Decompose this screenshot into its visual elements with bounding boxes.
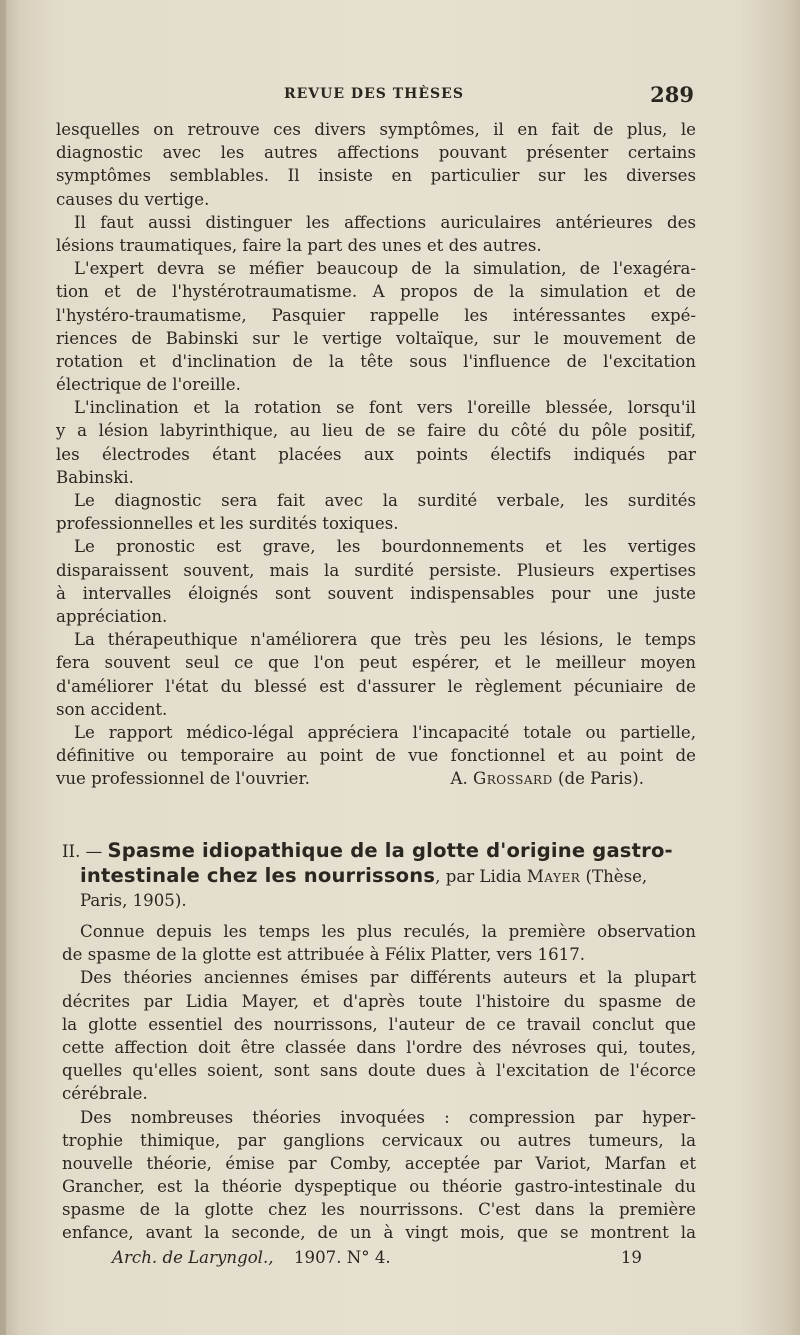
text-line: Le rapport médico-légal appréciera l'incapacité totale ou partielle,: [74, 722, 696, 742]
footer-year-issue: 1907. N° 4.: [294, 1248, 391, 1267]
paragraph: [56, 628, 696, 721]
text-line: La thérapeuthique n'améliorera que très peu les lésions, le temps: [74, 630, 696, 650]
section-place-date: Paris, 1905).: [80, 891, 187, 910]
text-line: rotation et d'inclination de la tête sous l'influence de l'excitation: [56, 351, 696, 371]
text-line: Le pronostic est grave, les bourdonnements et les vertiges: [74, 537, 696, 557]
text-line: nouvelle théorie, émise par Comby, acceptée par Variot, Marfan et: [62, 1153, 696, 1173]
text-line: de spasme de la glotte est attribuée à Félix Platter, vers 1617.: [62, 945, 586, 965]
paragraph: [62, 966, 696, 1105]
text-line: professionnelles et les surdités toxiques.: [56, 514, 399, 534]
paragraph: [56, 535, 696, 628]
text-line: tion et de l'hystérotraumatisme. A propos de la simulation et de: [56, 282, 696, 302]
text-line: diagnostic avec les autres affections pouvant présenter certains: [56, 143, 696, 163]
text-line: définitive ou temporaire au point de vue fonctionnel et au point de: [56, 746, 696, 766]
review-body: [62, 920, 696, 1245]
section-title: Spasme idiopathique de la glotte d'origine gastro-: [107, 839, 673, 862]
running-title: REVUE DES THÈSES: [284, 86, 464, 102]
text-line: l'hystéro-traumatisme, Pasquier rappelle les intéressantes expé-: [56, 305, 696, 325]
text-line: y a lésion labyrinthique, au lieu de se faire du côté du pôle positif,: [56, 421, 696, 441]
text-line: Il faut aussi distinguer les affections auriculaires antérieures des: [74, 212, 696, 232]
section-author: Mayer: [526, 867, 581, 886]
review-signature: [450, 767, 696, 790]
text-line: cérébrale.: [62, 1084, 148, 1104]
text-line: quelles qu'elles soient, sont sans doute dues à l'excitation de l'écorce: [62, 1061, 696, 1081]
section-by: , par Lidia: [435, 867, 527, 886]
text-line: Des théories anciennes émises par différents auteurs et la plupart: [80, 968, 696, 988]
footer-journal: Arch. de Laryngol.,: [112, 1248, 274, 1267]
text-line: spasme de la glotte chez les nourrissons. C'est dans la première: [62, 1200, 696, 1220]
text-line: son accident.: [56, 699, 168, 719]
text-line: la glotte essentiel des nourrissons, l'auteur de ce travail conclut que: [62, 1014, 696, 1034]
text-line: à intervalles éloignés sont souvent indispensables pour une juste: [56, 583, 696, 603]
text-line: enfance, avant la seconde, de un à vingt mois, que se montrent la: [62, 1223, 696, 1243]
section-thesis: (Thèse,: [580, 867, 648, 886]
text-line: électrique de l'oreille.: [56, 375, 241, 395]
paragraph: [62, 920, 696, 966]
text-line: fera souvent seul ce que l'on peut espérer, et le meilleur moyen: [56, 653, 696, 673]
text-line: les électrodes étant placées aux points électifs indiqués par: [56, 444, 696, 464]
text-line: vue professionnel de l'ouvrier.: [56, 769, 310, 789]
text-line: causes du vertige.: [56, 189, 210, 209]
text-line: Babinski.: [56, 467, 134, 487]
paragraph: [62, 1106, 696, 1245]
section-number: II. —: [62, 842, 108, 861]
text-line: Grancher, est la théorie dyspeptique ou théorie gastro-intestinale du: [62, 1177, 696, 1197]
paragraph: [56, 721, 696, 791]
text-line: Connue depuis les temps les plus reculés, la première observation: [80, 922, 696, 941]
review-continuation: [56, 118, 696, 790]
paragraph: [56, 257, 696, 396]
page-footer: [112, 1248, 642, 1274]
signature-place: (de Paris).: [552, 769, 644, 789]
signature-initial: A.: [450, 769, 474, 789]
text-line: trophie thimique, par ganglions cervicaux ou autres tumeurs, la: [62, 1130, 696, 1150]
section-heading: [62, 838, 696, 913]
text-line: appréciation.: [56, 606, 168, 626]
section-title: intestinale chez les nourrissons: [80, 864, 436, 887]
running-head: [56, 84, 694, 110]
signature-name: Grossard: [473, 769, 553, 789]
text-line: riences de Babinski sur le vertige voltaïque, sur le mouvement de: [56, 328, 696, 348]
text-line: Des nombreuses théories invoquées : compression par hyper-: [80, 1107, 696, 1127]
text-line: d'améliorer l'état du blessé est d'assurer le règlement pécuniaire de: [56, 676, 696, 696]
text-line: L'expert devra se méfier beaucoup de la simulation, de l'exagéra-: [74, 259, 696, 279]
paragraph: [56, 211, 696, 257]
text-line: L'inclination et la rotation se font vers l'oreille blessée, lorsqu'il: [74, 398, 696, 418]
paragraph: [56, 489, 696, 535]
paragraph: [56, 118, 696, 211]
section-title-line: [62, 838, 696, 863]
paragraph: [56, 396, 696, 489]
text-line: lesquelles on retrouve ces divers symptômes, il en fait de plus, le: [56, 120, 696, 139]
page-number: 289: [650, 82, 694, 107]
text-line: cette affection doit être classée dans l'ordre des névroses qui, toutes,: [62, 1037, 696, 1057]
text-line: symptômes semblables. Il insiste en particulier sur les diverses: [56, 166, 696, 186]
text-line: disparaissent souvent, mais la surdité persiste. Plusieurs expertises: [56, 560, 696, 580]
footer-signature-mark: 19: [620, 1248, 642, 1267]
text-line: lésions traumatiques, faire la part des unes et des autres.: [56, 235, 542, 255]
section-title-line: [62, 863, 696, 888]
signature-line: [56, 767, 696, 790]
text-line: décrites par Lidia Mayer, et d'après toute l'histoire du spasme de: [62, 991, 696, 1011]
text-line: Le diagnostic sera fait avec la surdité verbale, les surdités: [74, 491, 696, 510]
